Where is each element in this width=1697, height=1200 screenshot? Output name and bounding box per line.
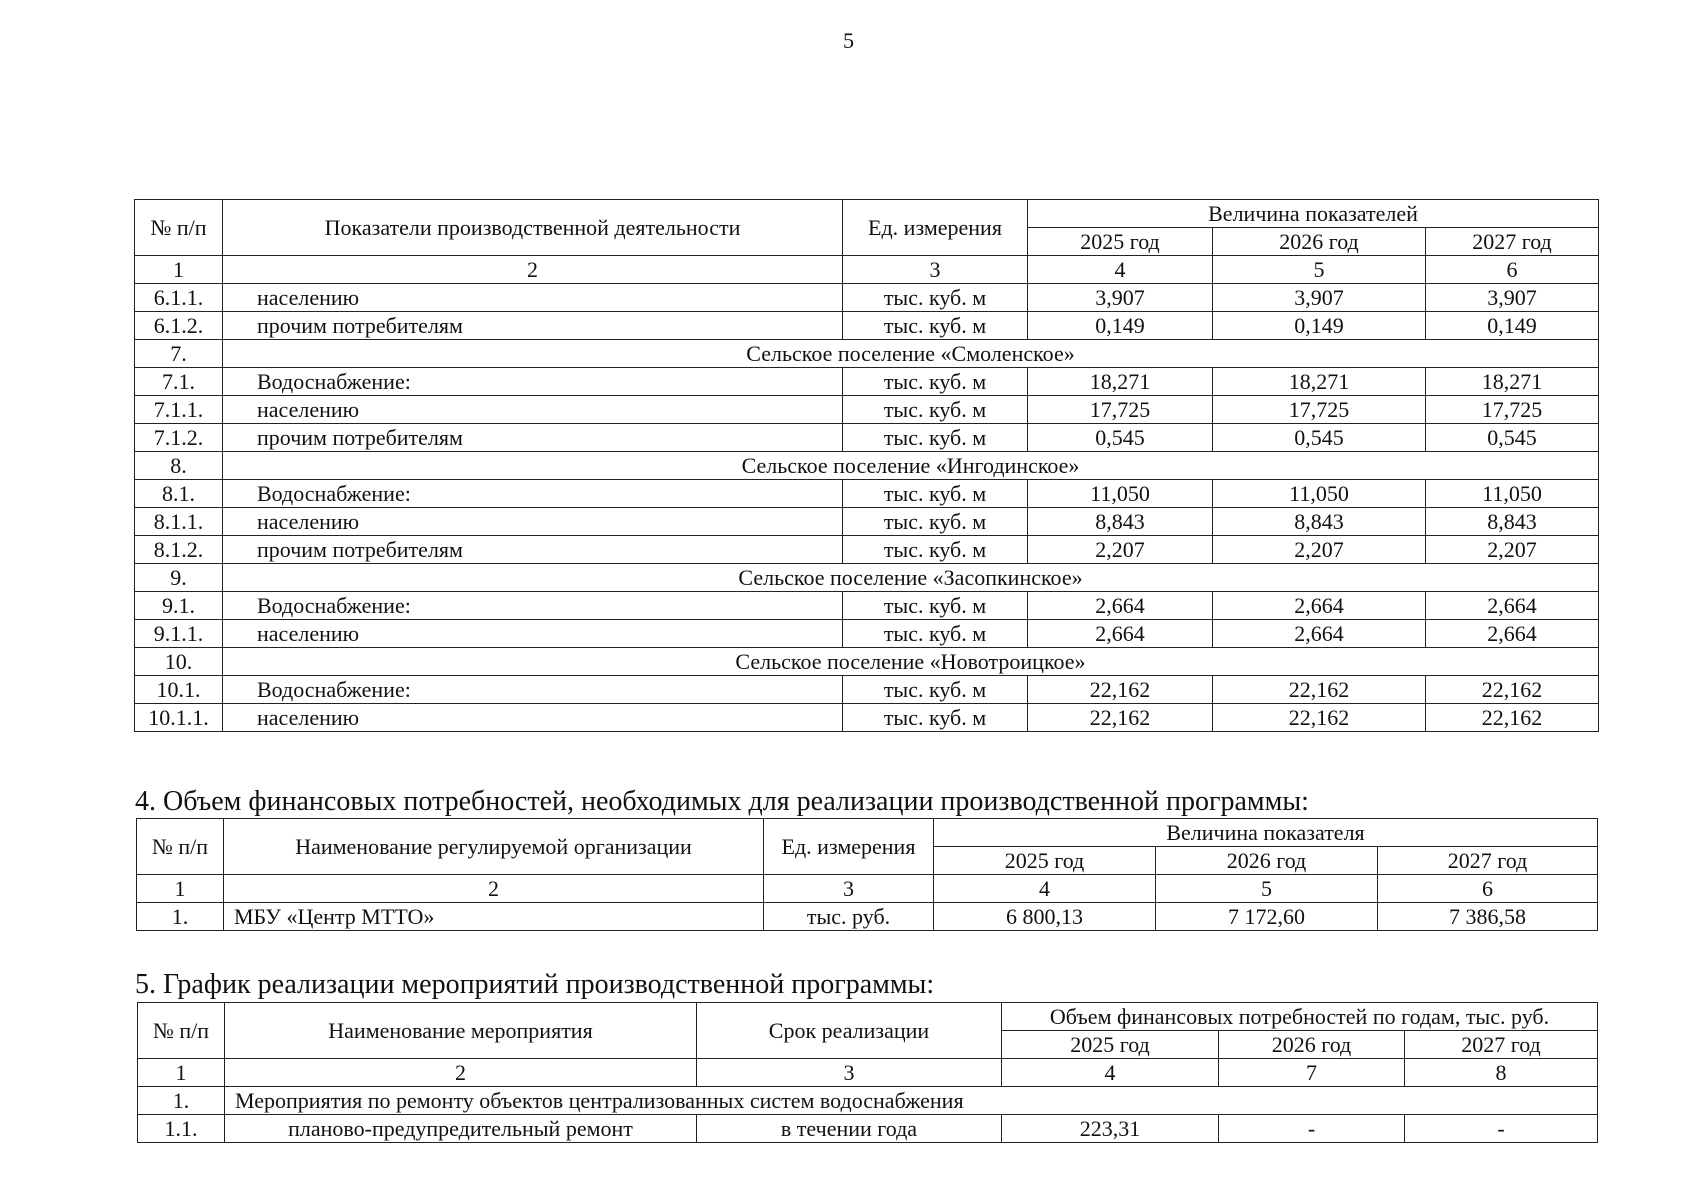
- value-2025: 223,31: [1002, 1115, 1219, 1143]
- value-2025: 22,162: [1028, 704, 1213, 732]
- value-2027: 8,843: [1426, 508, 1599, 536]
- unit-cell: тыс. куб. м: [843, 480, 1028, 508]
- value-2026: 17,725: [1213, 396, 1426, 424]
- finance-needs-table: [136, 818, 1598, 931]
- column-index-cell: 4: [1028, 256, 1213, 284]
- value-2026: 0,149: [1213, 312, 1426, 340]
- value-2025: 2,207: [1028, 536, 1213, 564]
- column-index-cell: 2: [224, 875, 764, 903]
- group-label: Мероприятия по ремонту объектов централизованных систем водоснабжения: [225, 1087, 1598, 1115]
- unit-cell: тыс. куб. м: [843, 368, 1028, 396]
- unit-cell: тыс. куб. м: [843, 592, 1028, 620]
- indicator-name: Водоснабжение:: [223, 368, 843, 396]
- table-row: [135, 284, 1599, 312]
- column-index-cell: 3: [764, 875, 934, 903]
- column-index-cell: 5: [1213, 256, 1426, 284]
- section-row: [135, 564, 1599, 592]
- row-number: 6.1.1.: [135, 284, 223, 312]
- indicator-name: населению: [223, 508, 843, 536]
- unit-cell: тыс. куб. м: [843, 676, 1028, 704]
- table-row: [135, 704, 1599, 732]
- section-row: [135, 340, 1599, 368]
- indicator-name: населению: [223, 396, 843, 424]
- header-year-2027: 2027 год: [1378, 847, 1598, 875]
- table-row: [135, 368, 1599, 396]
- value-2026: 0,545: [1213, 424, 1426, 452]
- value-2025: 0,149: [1028, 312, 1213, 340]
- header-indicator: Показатели производственной деятельности: [223, 200, 843, 256]
- value-2025: 0,545: [1028, 424, 1213, 452]
- column-index-cell: 8: [1405, 1059, 1598, 1087]
- value-2025: 8,843: [1028, 508, 1213, 536]
- header-num: № п/п: [135, 200, 223, 256]
- schedule-table-body: [138, 1059, 1598, 1143]
- header-year-2025: 2025 год: [1028, 228, 1213, 256]
- value-2026: -: [1219, 1115, 1405, 1143]
- value-2027: -: [1405, 1115, 1598, 1143]
- value-2025: 17,725: [1028, 396, 1213, 424]
- value-2026: 2,664: [1213, 592, 1426, 620]
- unit-cell: тыс. руб.: [764, 903, 934, 931]
- row-number: 10.1.: [135, 676, 223, 704]
- unit-cell: тыс. куб. м: [843, 312, 1028, 340]
- production-indicators-table: [134, 199, 1599, 732]
- row-number: 6.1.2.: [135, 312, 223, 340]
- value-2026: 3,907: [1213, 284, 1426, 312]
- value-2026: 8,843: [1213, 508, 1426, 536]
- row-number: 10.: [135, 648, 223, 676]
- page-number: 5: [843, 28, 854, 53]
- column-index-cell: 4: [1002, 1059, 1219, 1087]
- table-row: [138, 1115, 1598, 1143]
- value-2025: 2,664: [1028, 620, 1213, 648]
- table-row: [137, 903, 1598, 931]
- row-number: 9.1.1.: [135, 620, 223, 648]
- header-term: Срок реализации: [697, 1003, 1002, 1059]
- value-2027: 18,271: [1426, 368, 1599, 396]
- finance-table-body: [137, 875, 1598, 931]
- column-index-cell: 4: [934, 875, 1156, 903]
- table-row: [135, 312, 1599, 340]
- table-row: [135, 396, 1599, 424]
- schedule-section-title: 5. График реализации мероприятий производственной программы:: [135, 969, 935, 1000]
- indicator-name: прочим потребителям: [223, 424, 843, 452]
- row-number: 7.1.2.: [135, 424, 223, 452]
- column-index-row: [137, 875, 1598, 903]
- value-2025: 11,050: [1028, 480, 1213, 508]
- column-index-cell: 1: [135, 256, 223, 284]
- settlement-name: Сельское поселение «Засопкинское»: [223, 564, 1599, 592]
- value-2026: 22,162: [1213, 676, 1426, 704]
- column-index-cell: 3: [843, 256, 1028, 284]
- indicator-name: населению: [223, 620, 843, 648]
- value-2027: 11,050: [1426, 480, 1599, 508]
- term-cell: в течении года: [697, 1115, 1002, 1143]
- column-index-cell: 2: [225, 1059, 697, 1087]
- settlement-name: Сельское поселение «Смоленское»: [223, 340, 1599, 368]
- value-2026: 7 172,60: [1156, 903, 1378, 931]
- organization-name: МБУ «Центр МТТО»: [224, 903, 764, 931]
- row-number: 8.1.2.: [135, 536, 223, 564]
- row-number: 7.1.: [135, 368, 223, 396]
- settlement-name: Сельское поселение «Ингодинское»: [223, 452, 1599, 480]
- column-index-cell: 5: [1156, 875, 1378, 903]
- unit-cell: тыс. куб. м: [843, 704, 1028, 732]
- unit-cell: тыс. куб. м: [843, 284, 1028, 312]
- table-row: [135, 592, 1599, 620]
- value-2027: 3,907: [1426, 284, 1599, 312]
- header-num: № п/п: [138, 1003, 225, 1059]
- value-2025: 22,162: [1028, 676, 1213, 704]
- indicator-name: Водоснабжение:: [223, 592, 843, 620]
- value-2026: 22,162: [1213, 704, 1426, 732]
- header-year-2025: 2025 год: [934, 847, 1156, 875]
- row-number: 1.1.: [138, 1115, 225, 1143]
- table-row: [135, 620, 1599, 648]
- row-number: 10.1.1.: [135, 704, 223, 732]
- table-row: [135, 424, 1599, 452]
- group-row: [138, 1087, 1598, 1115]
- value-2027: 0,149: [1426, 312, 1599, 340]
- row-number: 7.1.1.: [135, 396, 223, 424]
- header-unit: Ед. измерения: [764, 819, 934, 875]
- column-index-cell: 3: [697, 1059, 1002, 1087]
- table-row: [135, 676, 1599, 704]
- value-2027: 2,207: [1426, 536, 1599, 564]
- header-year-2025: 2025 год: [1002, 1031, 1219, 1059]
- column-index-row: [138, 1059, 1598, 1087]
- value-2027: 2,664: [1426, 620, 1599, 648]
- row-number: 1.: [138, 1087, 225, 1115]
- section-row: [135, 452, 1599, 480]
- finance-section-title: 4. Объем финансовых потребностей, необходимых для реализации производственной программы:: [135, 786, 1309, 817]
- header-year-2027: 2027 год: [1405, 1031, 1598, 1059]
- column-index-cell: 7: [1219, 1059, 1405, 1087]
- indicator-name: прочим потребителям: [223, 536, 843, 564]
- value-2025: 3,907: [1028, 284, 1213, 312]
- table-row: [135, 508, 1599, 536]
- indicator-name: Водоснабжение:: [223, 480, 843, 508]
- row-number: 9.: [135, 564, 223, 592]
- value-2026: 11,050: [1213, 480, 1426, 508]
- column-index-cell: 6: [1426, 256, 1599, 284]
- header-year-2026: 2026 год: [1219, 1031, 1405, 1059]
- row-number: 1.: [137, 903, 224, 931]
- value-2026: 2,664: [1213, 620, 1426, 648]
- header-year-2026: 2026 год: [1213, 228, 1426, 256]
- header-unit: Ед. измерения: [843, 200, 1028, 256]
- value-2025: 6 800,13: [934, 903, 1156, 931]
- unit-cell: тыс. куб. м: [843, 508, 1028, 536]
- production-table-body: [135, 256, 1599, 732]
- header-year-2026: 2026 год: [1156, 847, 1378, 875]
- value-2027: 2,664: [1426, 592, 1599, 620]
- row-number: 7.: [135, 340, 223, 368]
- header-values-group: Величина показателей: [1028, 200, 1599, 228]
- header-values-group: Объем финансовых потребностей по годам, тыс. руб.: [1002, 1003, 1598, 1031]
- value-2026: 2,207: [1213, 536, 1426, 564]
- header-org: Наименование регулируемой организации: [224, 819, 764, 875]
- value-2027: 17,725: [1426, 396, 1599, 424]
- value-2025: 2,664: [1028, 592, 1213, 620]
- column-index-cell: 1: [138, 1059, 225, 1087]
- value-2027: 22,162: [1426, 676, 1599, 704]
- unit-cell: тыс. куб. м: [843, 536, 1028, 564]
- section-row: [135, 648, 1599, 676]
- column-index-cell: 1: [137, 875, 224, 903]
- table-row: [135, 536, 1599, 564]
- row-number: 8.1.: [135, 480, 223, 508]
- schedule-table: [137, 1002, 1598, 1143]
- column-index-cell: 2: [223, 256, 843, 284]
- value-2027: 7 386,58: [1378, 903, 1598, 931]
- indicator-name: населению: [223, 284, 843, 312]
- row-number: 8.1.1.: [135, 508, 223, 536]
- value-2025: 18,271: [1028, 368, 1213, 396]
- row-number: 9.1.: [135, 592, 223, 620]
- header-year-2027: 2027 год: [1426, 228, 1599, 256]
- unit-cell: тыс. куб. м: [843, 620, 1028, 648]
- settlement-name: Сельское поселение «Новотроицкое»: [223, 648, 1599, 676]
- row-number: 8.: [135, 452, 223, 480]
- value-2026: 18,271: [1213, 368, 1426, 396]
- indicator-name: Водоснабжение:: [223, 676, 843, 704]
- header-values-group: Величина показателя: [934, 819, 1598, 847]
- value-2027: 0,545: [1426, 424, 1599, 452]
- column-index-cell: 6: [1378, 875, 1598, 903]
- event-name: планово-предупредительный ремонт: [225, 1115, 697, 1143]
- unit-cell: тыс. куб. м: [843, 396, 1028, 424]
- indicator-name: населению: [223, 704, 843, 732]
- table-row: [135, 480, 1599, 508]
- unit-cell: тыс. куб. м: [843, 424, 1028, 452]
- indicator-name: прочим потребителям: [223, 312, 843, 340]
- header-event: Наименование мероприятия: [225, 1003, 697, 1059]
- value-2027: 22,162: [1426, 704, 1599, 732]
- header-num: № п/п: [137, 819, 224, 875]
- column-index-row: [135, 256, 1599, 284]
